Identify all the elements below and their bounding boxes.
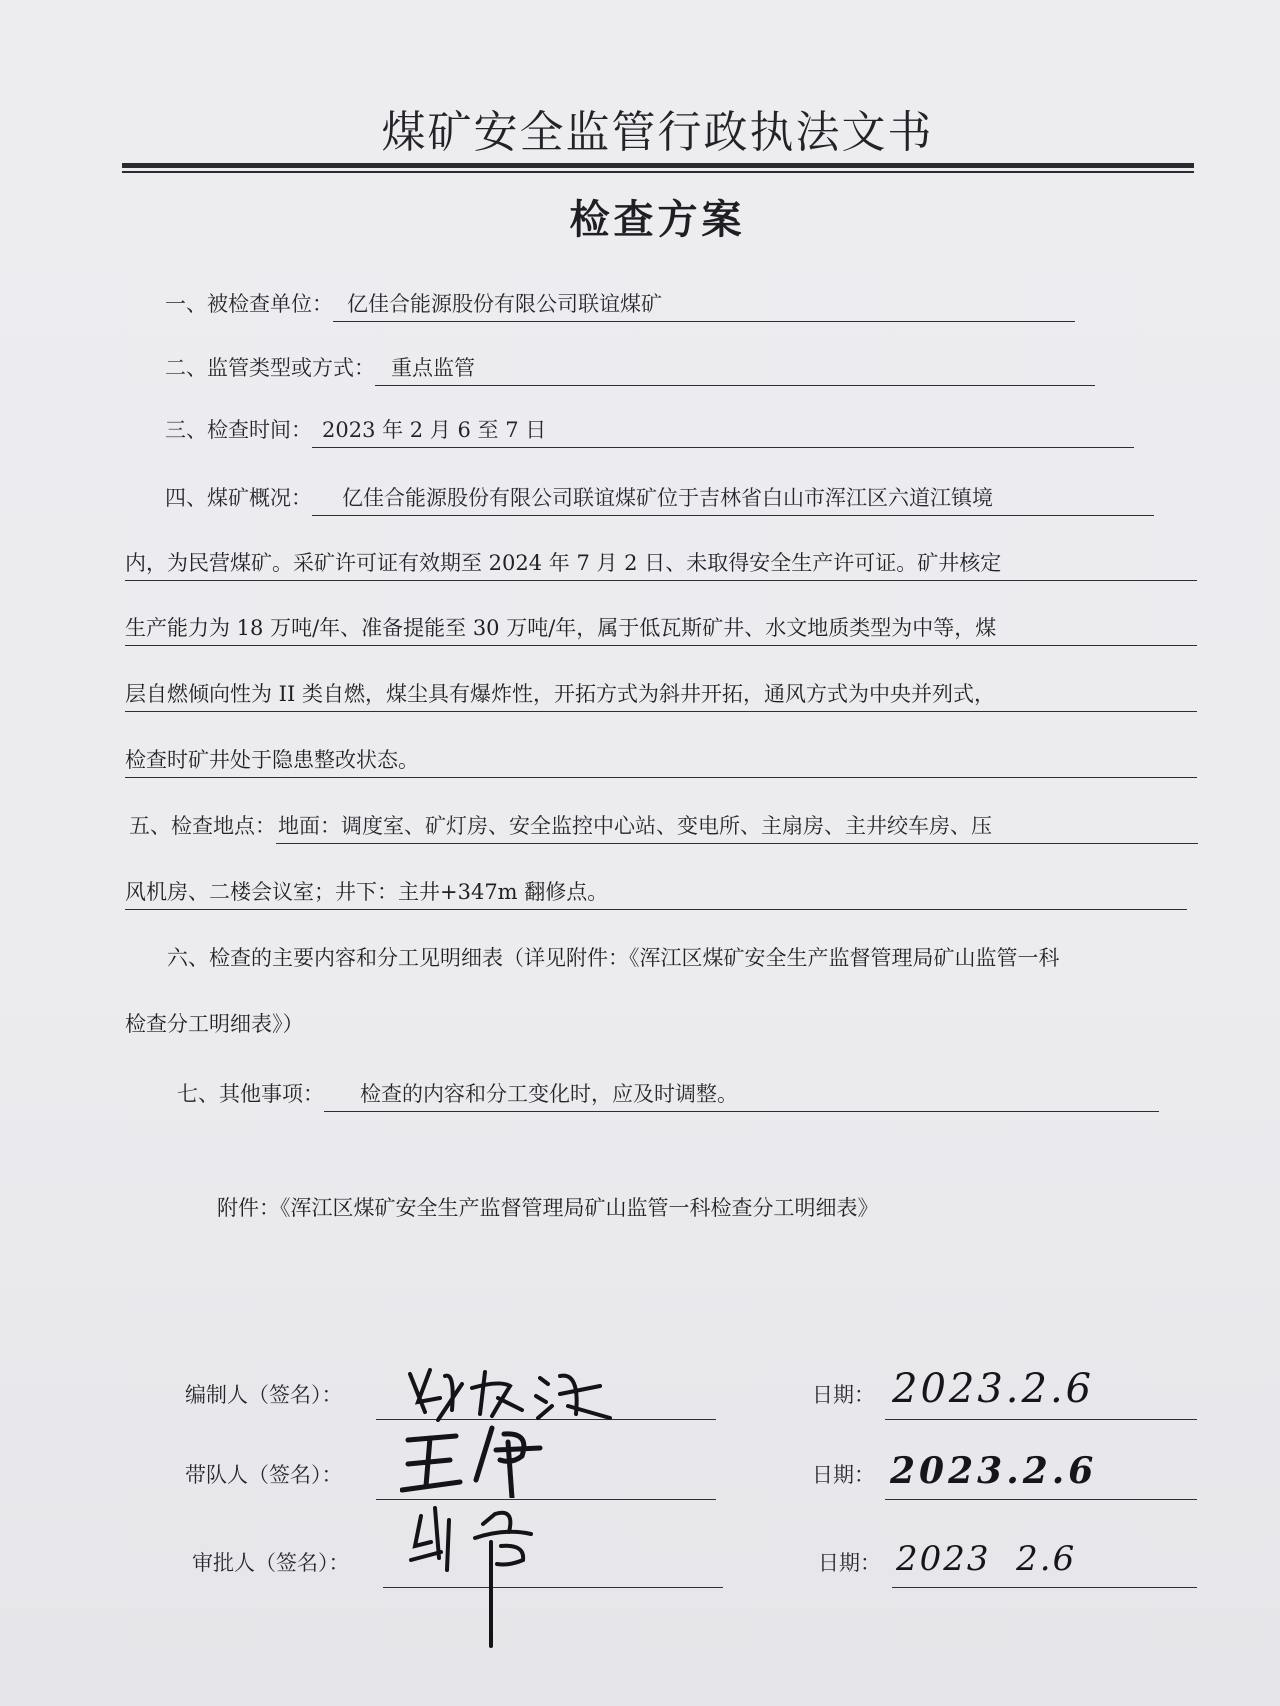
approver-date: 2023 2.6 xyxy=(896,1539,1077,1579)
inspection-location-line-1: 地面：调度室、矿灯房、安全监控中心站、变电所、主扇房、主井绞车房、压 xyxy=(276,808,1198,844)
signature-row-approver xyxy=(0,1538,1280,1588)
other-matters-label: 七、其他事项： xyxy=(177,1082,324,1106)
field-inspection-location xyxy=(125,808,1197,844)
approver-signature xyxy=(405,1498,580,1648)
mine-overview-line-1: 亿佳合能源股份有限公司联谊煤矿位于吉林省白山市浑江区六道江镇境 xyxy=(312,480,1154,516)
inspection-time-label: 三、检查时间： xyxy=(165,418,312,442)
leader-date: 2023.2.6 xyxy=(890,1450,1098,1492)
inspection-time-value: 2023 年 2 月 6 至 7 日 xyxy=(312,412,1134,448)
approver-date-line xyxy=(892,1587,1197,1588)
approver-label: 审批人（签名）： xyxy=(192,1551,350,1575)
mine-overview-line-3: 生产能力为 18 万吨/年、准备提能至 30 万吨/年，属于低瓦斯矿井、水文地质类型为中等，煤 xyxy=(125,610,1197,646)
header-rule-thick xyxy=(122,163,1194,168)
inspection-content-line-2: 检查分工明细表》） xyxy=(125,1012,304,1036)
leader-label: 带队人（签名）： xyxy=(185,1463,343,1487)
attachment-note: 附件：《浑江区煤矿安全生产监督管理局矿山监管一科检查分工明细表》 xyxy=(217,1196,879,1220)
header-rule-thin xyxy=(122,171,1194,173)
field-supervision-type xyxy=(125,350,1197,386)
inspected-unit-value: 亿佳合能源股份有限公司联谊煤矿 xyxy=(333,286,1075,322)
inspection-location-label: 五、检查地点： xyxy=(129,814,276,838)
compiler-date: 2023.2.6 xyxy=(892,1366,1095,1412)
field-inspection-time xyxy=(125,412,1197,448)
compiler-signature xyxy=(400,1362,630,1422)
leader-date-label: 日期： xyxy=(812,1463,875,1487)
compiler-label: 编制人（签名）： xyxy=(185,1383,343,1407)
leader-signature xyxy=(400,1420,580,1498)
approver-date-label: 日期： xyxy=(818,1551,881,1575)
inspected-unit-label: 一、被检查单位： xyxy=(165,292,333,316)
mine-overview-label: 四、煤矿概况： xyxy=(165,486,312,510)
supervision-type-label: 二、监管类型或方式： xyxy=(165,356,375,380)
inspection-location-line-2: 风机房、二楼会议室；井下：主井+347m 翻修点。 xyxy=(125,874,1187,910)
supervision-type-value: 重点监管 xyxy=(375,350,1095,386)
leader-date-line xyxy=(885,1499,1197,1500)
inspection-content-line-1: 六、检查的主要内容和分工见明细表（详见附件：《浑江区煤矿安全生产监督管理局矿山监管一科 xyxy=(167,946,1060,970)
field-mine-overview xyxy=(125,480,1197,516)
mine-overview-line-2: 内，为民营煤矿。采矿许可证有效期至 2024 年 7 月 2 日、未取得安全生产许可证。矿井核定 xyxy=(125,545,1197,581)
other-matters-value: 检查的内容和分工变化时，应及时调整。 xyxy=(324,1076,1159,1112)
document-header: 煤矿安全监管行政执法文书 xyxy=(381,107,934,158)
signature-row-leader xyxy=(0,1450,1280,1500)
field-other-matters xyxy=(125,1076,1197,1112)
compiler-date-label: 日期： xyxy=(812,1383,875,1407)
compiler-date-line xyxy=(885,1419,1197,1420)
mine-overview-line-4: 层自燃倾向性为 II 类自燃，煤尘具有爆炸性，开拓方式为斜井开拓，通风方式为中央并列式， xyxy=(125,676,1197,712)
document-title: 检查方案 xyxy=(569,197,746,243)
mine-overview-line-5: 检查时矿井处于隐患整改状态。 xyxy=(125,742,1197,778)
signature-row-compiler xyxy=(0,1366,1280,1420)
field-inspected-unit xyxy=(125,286,1197,322)
